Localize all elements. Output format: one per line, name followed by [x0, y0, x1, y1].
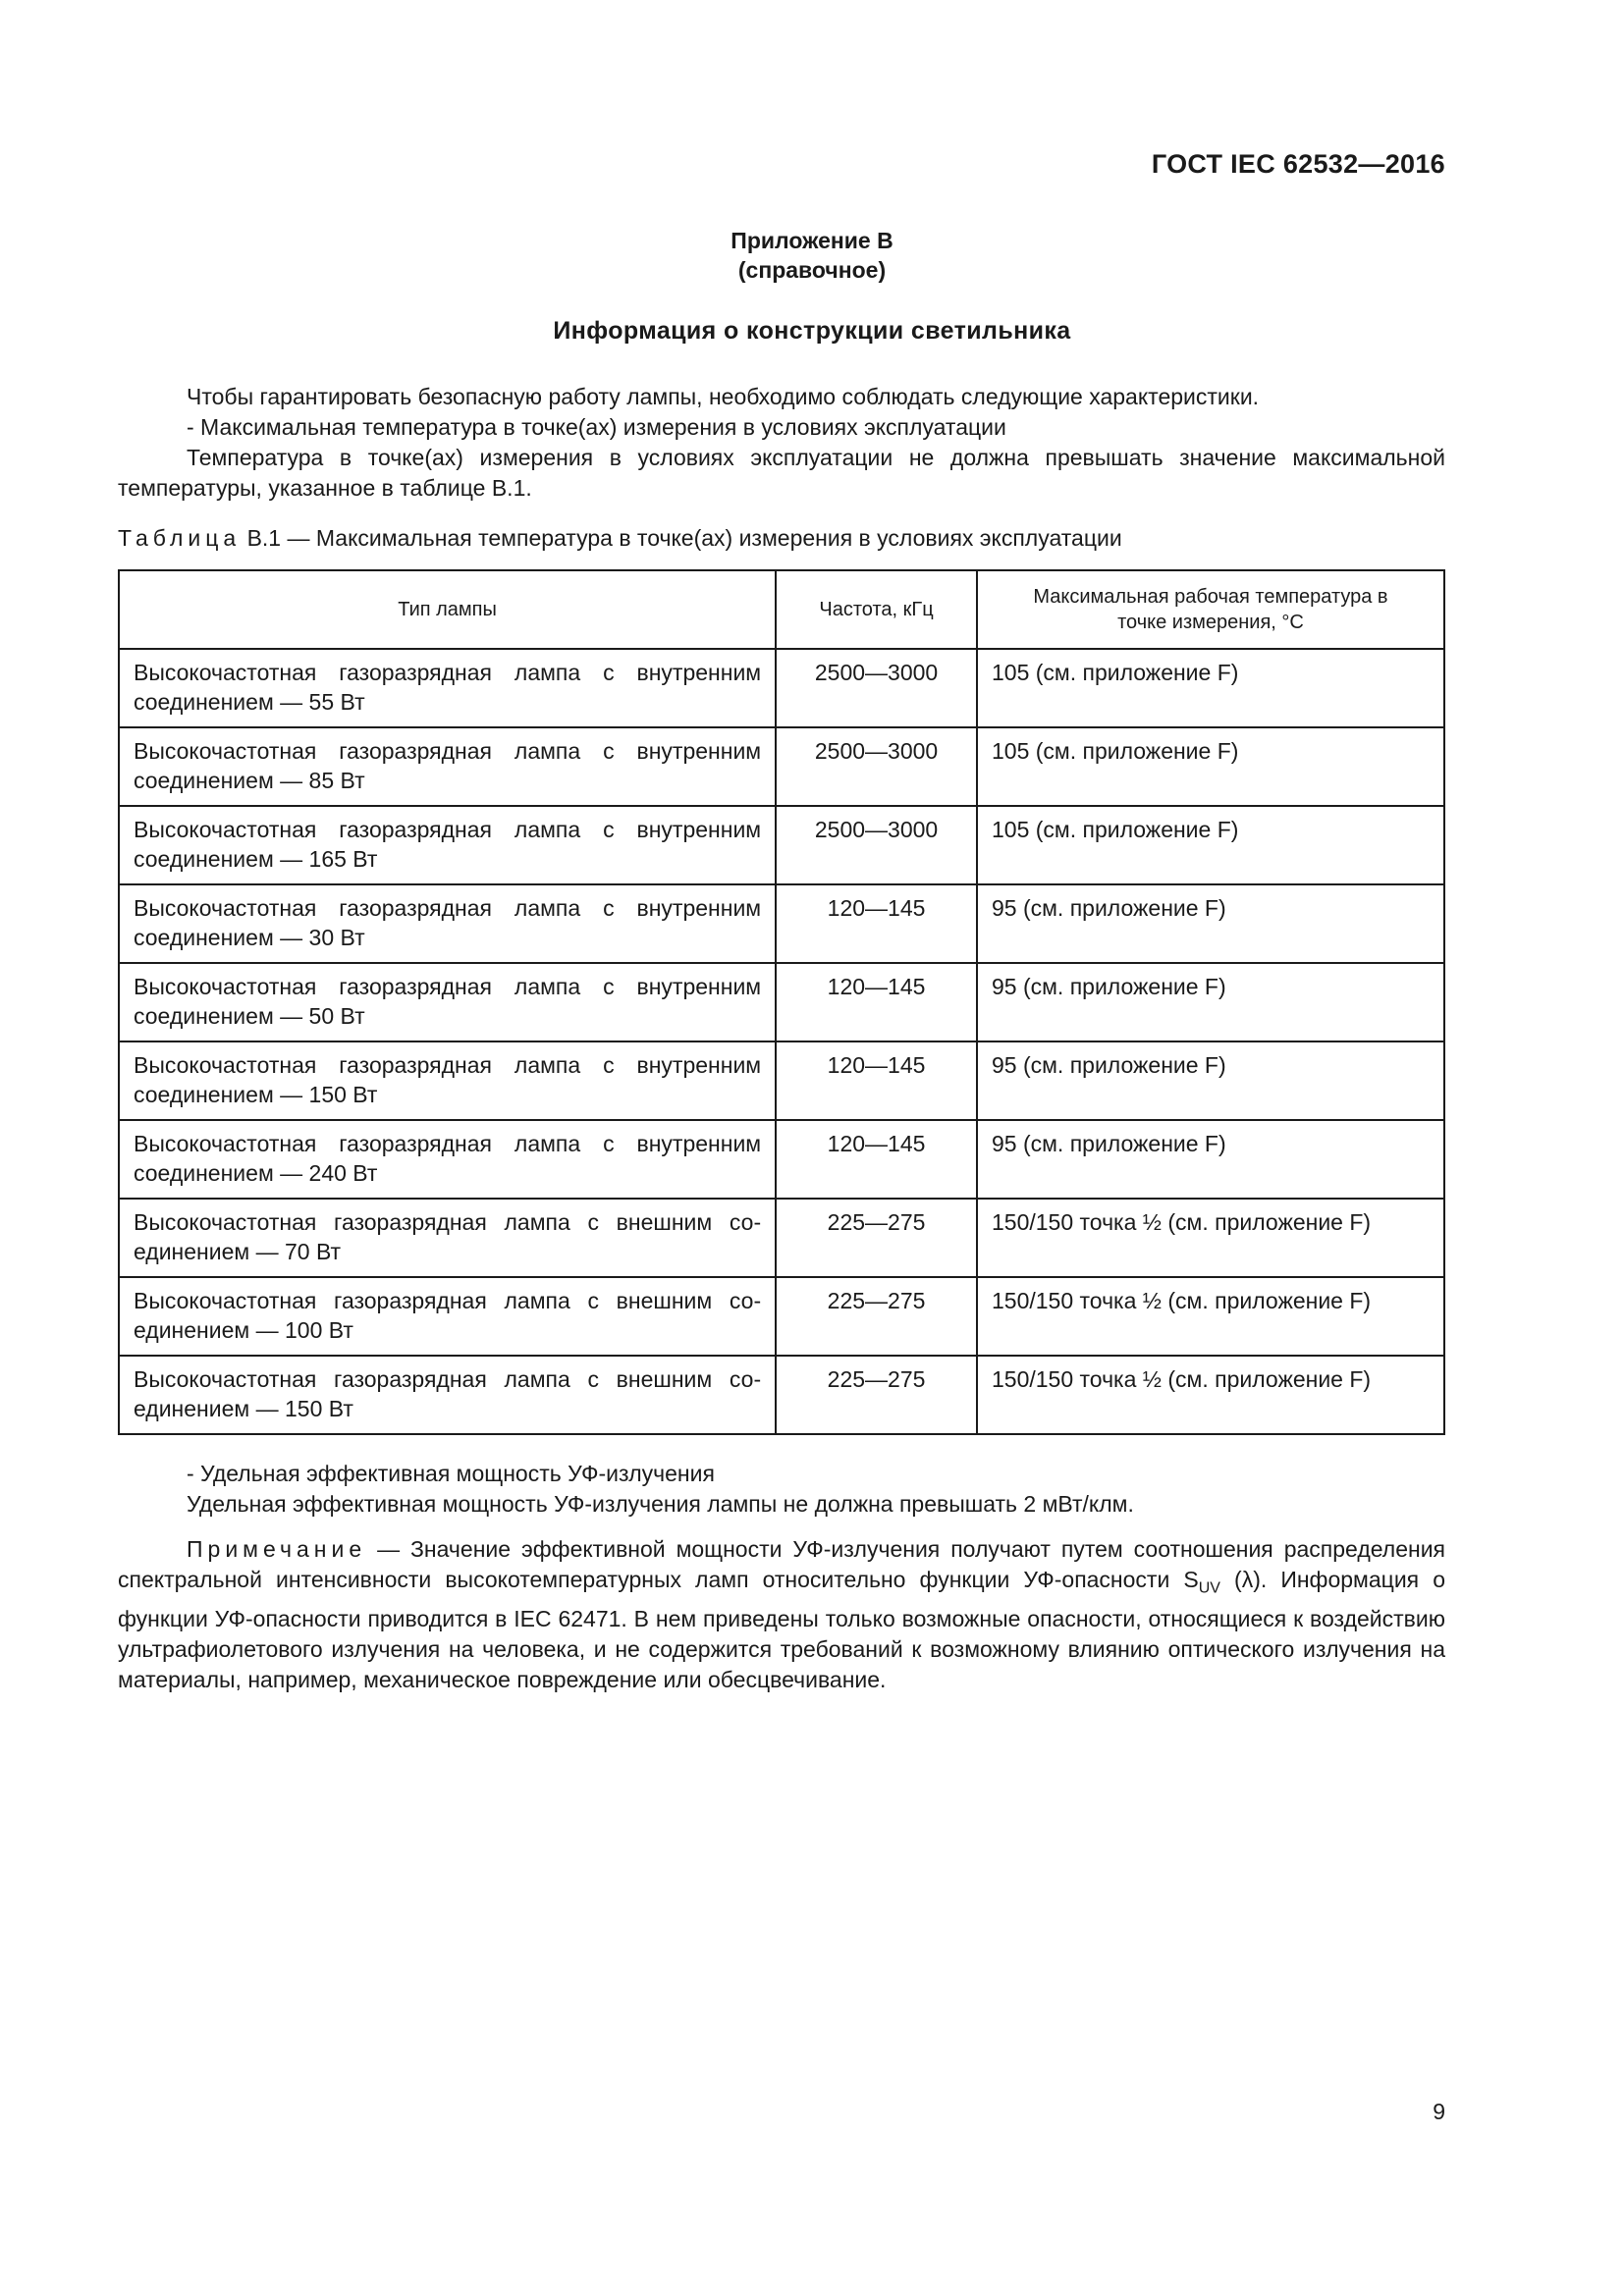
intro-paragraph-1: Чтобы гарантировать безопасную работу лампы, необходимо соблюдать следующие характеристики. — [187, 384, 1260, 409]
cell-lamp-type: Высокочастотная газоразрядная лампа с внутренним соединением — 55 Вт — [119, 649, 776, 727]
header-max-temperature-text: Максимальная рабочая температура в точке измерения, °С — [1033, 586, 1388, 633]
cell-frequency: 120—145 — [776, 1041, 977, 1120]
table-row — [119, 963, 1444, 1041]
cell-temperature: 95 (см. приложение F) — [977, 963, 1444, 1041]
uv-hazard-symbol: S — [1183, 1567, 1199, 1592]
header-lamp-type: Тип лампы — [119, 570, 776, 649]
cell-temperature: 105 (см. приложение F) — [977, 649, 1444, 727]
cell-lamp-type: Высокочастотная газоразрядная лампа с внешним со-единением — 70 Вт — [119, 1199, 776, 1277]
cell-frequency: 2500—3000 — [776, 727, 977, 806]
cell-frequency: 120—145 — [776, 884, 977, 963]
table-row — [119, 806, 1444, 884]
intro-paragraph-2: - Максимальная температура в точке(ах) измерения в условиях эксплуатации — [187, 414, 1006, 440]
uv-hazard-subscript: UV — [1198, 1579, 1220, 1597]
cell-lamp-type: Высокочастотная газоразрядная лампа с внутренним соединением — 85 Вт — [119, 727, 776, 806]
cell-temperature: 150/150 точка ½ (см. приложение F) — [977, 1277, 1444, 1356]
intro-paragraph-3: Температура в точке(ах) измерения в условиях эксплуатации не должна превышать значение максимальной температуры, указанное в таблице В.1. — [118, 445, 1445, 501]
cell-lamp-type: Высокочастотная газоразрядная лампа с внутренним соединением — 50 Вт — [119, 963, 776, 1041]
note-label: Примечание — [187, 1536, 367, 1562]
cell-frequency: 120—145 — [776, 1120, 977, 1199]
standard-code: ГОСТ IEC 62532—2016 — [1151, 149, 1445, 179]
appendix-title: Приложение В — [731, 228, 893, 253]
cell-frequency: 225—275 — [776, 1199, 977, 1277]
appendix-status: (справочное) — [737, 257, 887, 283]
cell-frequency: 225—275 — [776, 1356, 977, 1434]
note-text-2: Информация о функции УФ-опасности приводится в IEC 62471. В нем приведены только возможные опасности, относящиеся к воздействию ультрафиолетового излучения на человека, и не содержится требований к возможному влиянию оптического излучения на материалы, например, механическое повреждение или обесцвечивание. — [118, 1567, 1445, 1692]
cell-frequency: 225—275 — [776, 1277, 977, 1356]
uv-power-text — [118, 1459, 1445, 1520]
cell-lamp-type: Высокочастотная газоразрядная лампа с внутренним соединением — 165 Вт — [119, 806, 776, 884]
uv-paragraph-2: Удельная эффективная мощность УФ-излучения лампы не должна превышать 2 мВт/клм. — [187, 1491, 1134, 1517]
header-max-temperature — [977, 570, 1444, 649]
cell-lamp-type: Высокочастотная газоразрядная лампа с внутренним соединением — 150 Вт — [119, 1041, 776, 1120]
note-text-1: — Значение эффективной мощности УФ-излучения получают путем соотношения распределения спектральной интенсивности высокотемпературных ламп относительно функции УФ-опасности — [118, 1536, 1445, 1592]
table-row — [119, 1199, 1444, 1277]
cell-lamp-type: Высокочастотная газоразрядная лампа с внешним со-единением — 100 Вт — [119, 1277, 776, 1356]
cell-temperature: 105 (см. приложение F) — [977, 727, 1444, 806]
section-title: Информация о конструкции светильника — [553, 317, 1071, 345]
cell-temperature: 95 (см. приложение F) — [977, 884, 1444, 963]
cell-lamp-type: Высокочастотная газоразрядная лампа с внутренним соединением — 240 Вт — [119, 1120, 776, 1199]
header-frequency: Частота, кГц — [776, 570, 977, 649]
cell-frequency: 2500—3000 — [776, 806, 977, 884]
table-row — [119, 727, 1444, 806]
uv-paragraph-1: - Удельная эффективная мощность УФ-излучения — [187, 1461, 715, 1486]
table-row — [119, 1120, 1444, 1199]
table-caption — [118, 525, 1122, 552]
table-row — [119, 1356, 1444, 1434]
note-block — [118, 1534, 1445, 1695]
cell-temperature: 150/150 точка ½ (см. приложение F) — [977, 1199, 1444, 1277]
table-row — [119, 884, 1444, 963]
cell-lamp-type: Высокочастотная газоразрядная лампа с внешним со-единением — 150 Вт — [119, 1356, 776, 1434]
appendix-heading — [0, 226, 1624, 285]
page-number: 9 — [1433, 2099, 1445, 2124]
cell-lamp-type: Высокочастотная газоразрядная лампа с внутренним соединением — 30 Вт — [119, 884, 776, 963]
cell-temperature: 150/150 точка ½ (см. приложение F) — [977, 1356, 1444, 1434]
cell-frequency: 120—145 — [776, 963, 977, 1041]
table-caption-text: В.1 — Максимальная температура в точке(ах) измерения в условиях эксплуатации — [246, 525, 1122, 551]
cell-temperature: 105 (см. приложение F) — [977, 806, 1444, 884]
table-header-row — [119, 570, 1444, 649]
intro-text — [118, 382, 1445, 504]
cell-frequency: 2500—3000 — [776, 649, 977, 727]
table-row — [119, 1277, 1444, 1356]
cell-temperature: 95 (см. приложение F) — [977, 1041, 1444, 1120]
table-row — [119, 649, 1444, 727]
table-row — [119, 1041, 1444, 1120]
table-caption-label: Таблица — [118, 525, 242, 551]
cell-temperature: 95 (см. приложение F) — [977, 1120, 1444, 1199]
lamp-temperature-table — [118, 569, 1445, 1435]
uv-hazard-argument: (λ). — [1219, 1567, 1268, 1592]
note-paragraph — [118, 1534, 1445, 1695]
